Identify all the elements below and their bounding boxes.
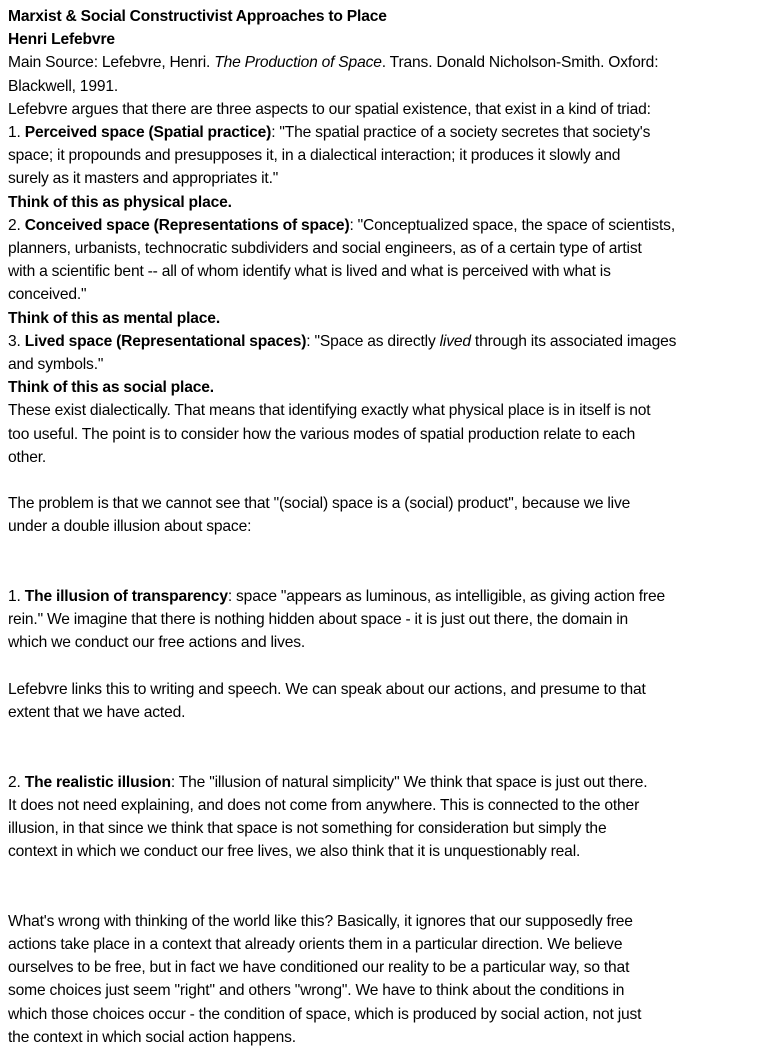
writing-line2: extent that we have acted.: [8, 704, 186, 722]
illusion1-term: The illusion of transparency: [24, 588, 228, 606]
spacer: [8, 469, 764, 492]
illusion1-text: : space "appears as luminous, as intelligible, as giving action free: [227, 588, 666, 606]
illusion2-line4: context in which we conduct our free lives, we also think that it is unquestionably real.: [8, 843, 581, 861]
source-citation: [8, 51, 764, 74]
aspect2-number: 2.: [8, 216, 25, 234]
illusion2-term: The realistic illusion: [24, 773, 171, 791]
illusion2-number: 2.: [8, 773, 25, 791]
aspect2-line3: with a scientific bent -- all of whom identify what is lived and what is perceived with what is: [8, 263, 611, 281]
aspect3-lived: lived: [439, 332, 471, 350]
aspect3-note: Think of this as social place.: [8, 379, 214, 397]
aspect3-term: Lived space (Representational spaces): [24, 332, 307, 350]
aspect3-number: 3.: [8, 332, 25, 350]
aspect1-number: 1.: [8, 124, 25, 142]
aspect2-text: : "Conceptualized space, the space of scientists,: [349, 216, 676, 234]
spacer: [8, 655, 764, 678]
author-name: Henri Lefebvre: [8, 31, 115, 49]
intro-paragraph: Lefebvre argues that there are three aspects to our spatial existence, that exist in a kind of triad:: [8, 100, 651, 118]
aspect1-term: Perceived space (Spatial practice): [24, 124, 272, 142]
dialectic-line2: too useful. The point is to consider how the various modes of spatial production relate to each: [8, 425, 636, 443]
wrong-line2: actions take place in a context that already orients them in a particular direction. We believe: [8, 936, 623, 953]
spacer: [8, 747, 764, 770]
wrong-line3: ourselves to be free, but in fact we have conditioned our reality to be a particular way, so that: [8, 959, 630, 977]
illusion2-line2: It does not need explaining, and does not come from anywhere. This is connected to the other: [8, 796, 640, 814]
book-title: The Production of Space: [214, 54, 382, 72]
spacer: [8, 562, 764, 585]
aspect2-note: Think of this as mental place.: [8, 309, 220, 327]
source-citation-line2: Blackwell, 1991.: [8, 77, 119, 95]
problem-line1: The problem is that we cannot see that "(social) space is a (social) product", because we live: [8, 495, 631, 513]
aspect3-text-c: through its associated images: [470, 332, 677, 350]
spacer: [8, 887, 764, 910]
aspect3-line1: [8, 330, 764, 353]
aspect2-line1: [8, 214, 764, 237]
source-prefix: Main Source: Lefebvre, Henri.: [8, 54, 215, 72]
aspect1-line3: surely as it masters and appropriates it.": [8, 170, 279, 188]
aspect1-note: Think of this as physical place.: [8, 193, 232, 211]
spacer: [8, 724, 764, 747]
aspect2-line4: conceived.": [8, 286, 87, 304]
aspect1-text: : "The spatial practice of a society secretes that society's: [271, 124, 651, 142]
illusion2-text: : The "illusion of natural simplicity" We think that space is just out there.: [170, 773, 648, 791]
aspect1-line2: space; it propounds and presupposes it, in a dialectical interaction; it produces it slowly and: [8, 147, 621, 165]
writing-line1: Lefebvre links this to writing and speech. We can speak about our actions, and presume to that: [8, 680, 646, 698]
aspect3-line2: and symbols.": [8, 356, 104, 374]
aspect2-term: Conceived space (Representations of space): [24, 216, 350, 234]
dialectic-line3: other.: [8, 448, 47, 466]
aspect1-line1: [8, 121, 764, 144]
wrong-line6: the context in which social action happens.: [8, 1028, 296, 1046]
illusion2-line1: [8, 771, 764, 794]
illusion1-number: 1.: [8, 588, 25, 606]
spacer: [8, 539, 764, 562]
wrong-line4: some choices just seem "right" and others "wrong". We have to think about the conditions in: [8, 982, 625, 1000]
illusion1-line1: [8, 585, 764, 608]
aspect3-text-a: : "Space as directly: [306, 332, 440, 350]
dialectic-line1: These exist dialectically. That means that identifying exactly what physical place is in itself is not: [8, 402, 651, 420]
spacer: [8, 863, 764, 886]
wrong-line5: which those choices occur - the condition of space, which is produced by social action, not just: [8, 1005, 642, 1023]
wrong-line1: What's wrong with thinking of the world like this? Basically, it ignores that our supposedly free: [8, 912, 633, 930]
source-suffix: . Trans. Donald Nicholson-Smith. Oxford:: [381, 54, 659, 72]
document-page: [8, 5, 764, 1049]
document-title: Marxist & Social Constructivist Approaches to Place: [8, 8, 387, 25]
illusion1-line3: which we conduct our free actions and lives.: [8, 634, 306, 652]
aspect2-line2: planners, urbanists, technocratic subdividers and social engineers, as of a certain type of artist: [8, 240, 642, 258]
illusion2-line3: illusion, in that since we think that space is not something for consideration but simply the: [8, 820, 607, 838]
problem-line2: under a double illusion about space:: [8, 518, 252, 536]
illusion1-line2: rein." We imagine that there is nothing hidden about space - it is just out there, the domain in: [8, 611, 629, 629]
